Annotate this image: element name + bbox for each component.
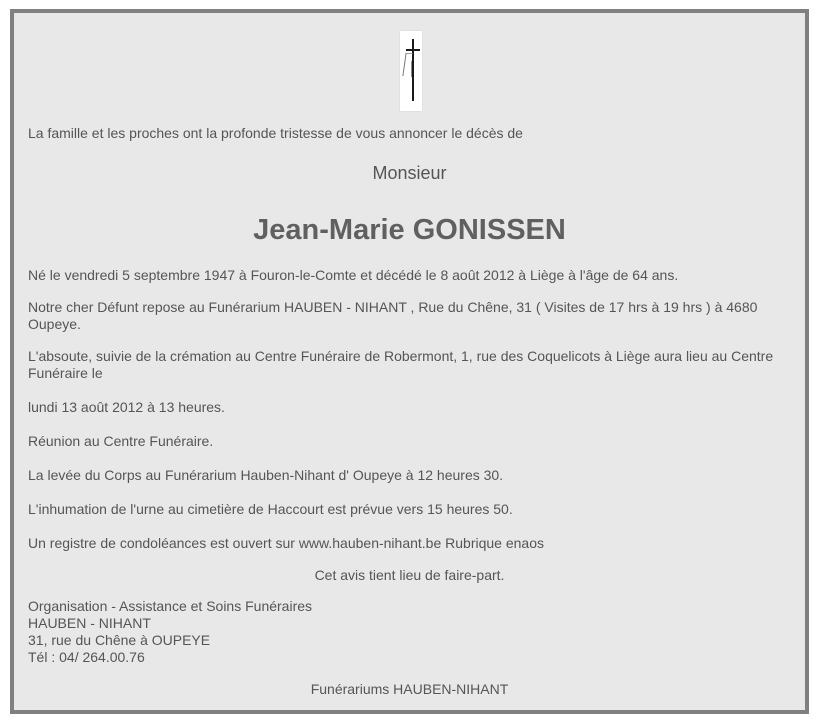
organisation-block (28, 598, 312, 666)
urn-text: L'inhumation de l'urne au cimetière de Haccourt est prévue vers 15 heures 50. (28, 501, 513, 517)
obituary-notice (10, 9, 809, 714)
footer-text: Funérariums HAUBEN-NIHANT (310, 681, 509, 697)
organisation-phone: Tél : 04/ 264.00.76 (28, 649, 145, 665)
rest-place-text: Notre cher Défunt repose au Funérarium HAUBEN - NIHANT , Rue du Chêne, 31 ( Visites de 17 hrs à 19 hrs ) à 4680 Oupeye. (28, 299, 758, 332)
register-text: Un registre de condoléances est ouvert sur www.hauben-nihant.be Rubrique enaos (28, 535, 544, 551)
deceased-name: Jean-Marie GONISSEN (253, 214, 566, 246)
body-removal-text: La levée du Corps au Funérarium Hauben-Nihant d' Oupeye à 12 heures 30. (28, 467, 504, 483)
organisation-line: HAUBEN - NIHANT (28, 615, 151, 631)
organisation-line: 31, rue du Chêne à OUPEYE (28, 632, 211, 648)
birth-death-text: Né le vendredi 5 septembre 1947 à Fouron-le-Comte et décédé le 8 août 2012 à Liège à l'âge de 64 ans. (28, 267, 679, 283)
cross-icon (400, 31, 422, 111)
ceremony-text: L'absoute, suivie de la crémation au Centre Funéraire de Robermont, 1, rue des Coquelicots à Liège aura lieu au Centre Funéraire le (28, 348, 774, 381)
organisation-line: Organisation - Assistance et Soins Funéraires (28, 598, 313, 614)
ceremony-date: lundi 13 août 2012 à 13 heures. (28, 399, 225, 415)
salutation: Monsieur (372, 163, 447, 183)
meeting-text: Réunion au Centre Funéraire. (28, 433, 214, 449)
intro-text: La famille et les proches ont la profonde tristesse de vous annoncer le décès de (28, 125, 523, 141)
announcement-text: Cet avis tient lieu de faire-part. (314, 567, 505, 583)
